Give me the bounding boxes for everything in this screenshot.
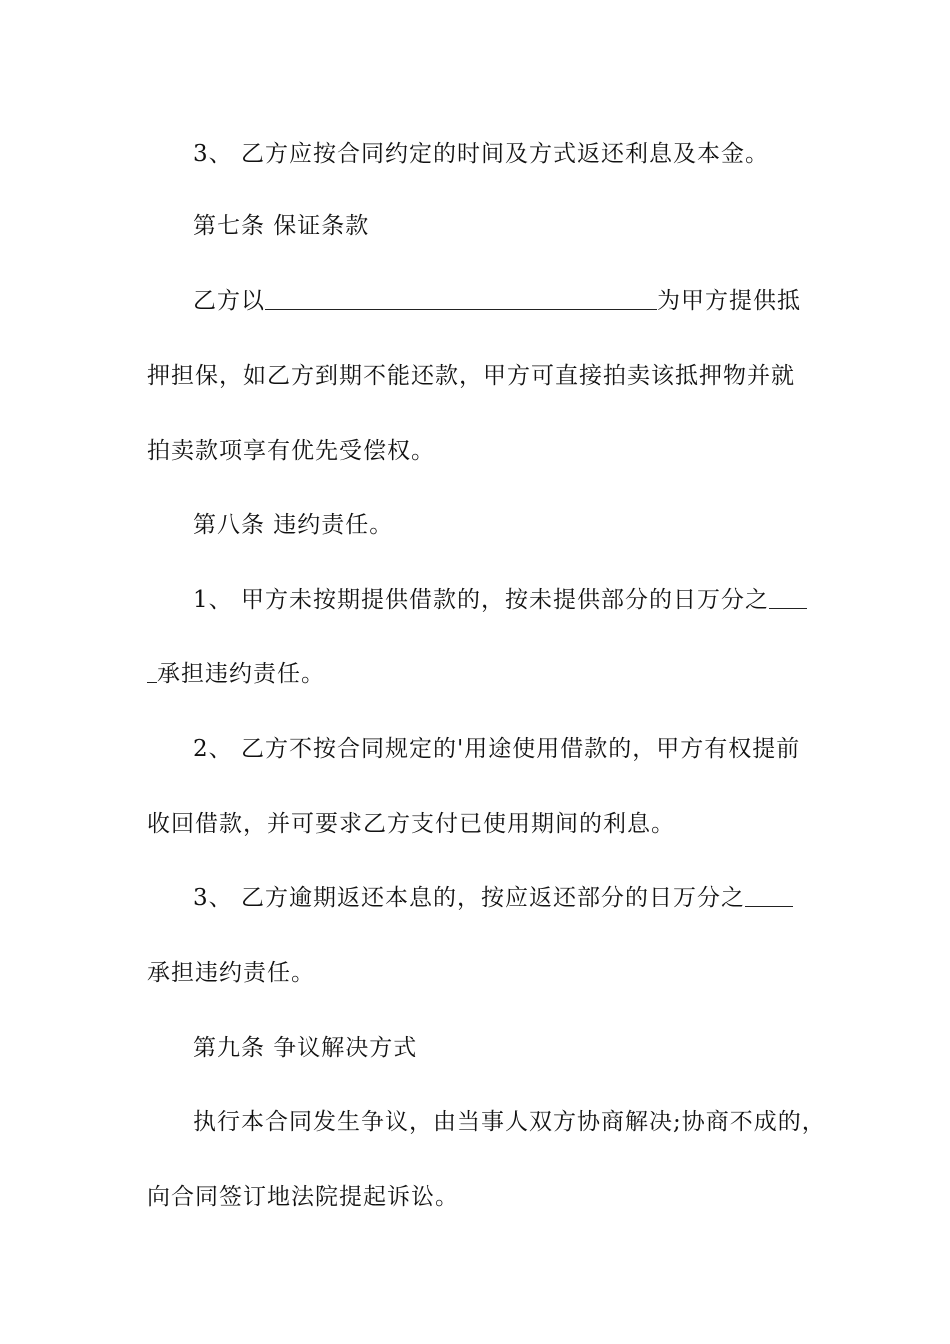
paragraph-text: 3、 乙方逾期返还本息的，按应返还部分的日万分之 bbox=[193, 885, 745, 911]
paragraph-text: 向合同签订地法院提起诉讼。 bbox=[147, 1184, 459, 1210]
article-9-line-2 bbox=[147, 1177, 817, 1217]
article-8-item-2-line-1 bbox=[193, 729, 817, 769]
collateral-blank bbox=[265, 285, 657, 310]
article-8-item-3-line-1 bbox=[193, 878, 817, 918]
paragraph-text: 押担保，如乙方到期不能还款，甲方可直接拍卖该抵押物并就 bbox=[147, 363, 795, 389]
paragraph-text: 承担违约责任。 bbox=[157, 661, 325, 687]
paragraph-text: 拍卖款项享有优先受偿权。 bbox=[147, 438, 435, 464]
article-7-line-2 bbox=[147, 356, 817, 396]
paragraph-text: 1、 甲方未按期提供借款的，按未提供部分的日万分之 bbox=[193, 587, 769, 613]
overdue-rate-blank bbox=[745, 882, 793, 907]
article-7-line-1 bbox=[193, 281, 817, 321]
article-8-item-1-line-2 bbox=[147, 654, 817, 694]
clause-6-item-3 bbox=[193, 134, 817, 174]
article-8-item-3-line-2 bbox=[147, 953, 817, 993]
heading-text: 第九条 争议解决方式 bbox=[193, 1035, 418, 1061]
paragraph-text: 收回借款，并可要求乙方支付已使用期间的利息。 bbox=[147, 811, 675, 837]
article-8-heading bbox=[193, 505, 817, 545]
article-7-heading bbox=[193, 206, 817, 246]
rate-blank bbox=[769, 584, 807, 609]
article-7-line-3 bbox=[147, 431, 817, 471]
article-9-heading bbox=[193, 1028, 817, 1068]
paragraph-text: 承担违约责任。 bbox=[147, 960, 315, 986]
rate-blank-continued bbox=[147, 658, 157, 683]
heading-text: 第八条 违约责任。 bbox=[193, 512, 394, 538]
article-9-line-1 bbox=[193, 1102, 826, 1142]
heading-text: 第七条 保证条款 bbox=[193, 213, 370, 239]
article-8-item-1-line-1 bbox=[193, 580, 817, 620]
paragraph-text: 执行本合同发生争议，由当事人双方协商解决;协商不成的， bbox=[193, 1109, 826, 1135]
paragraph-text: 为甲方提供抵 bbox=[657, 288, 801, 314]
article-8-item-2-line-2 bbox=[147, 804, 817, 844]
paragraph-text: 2、 乙方不按合同规定的'用途使用借款的，甲方有权提前 bbox=[193, 736, 801, 762]
paragraph-text: 3、 乙方应按合同约定的时间及方式返还利息及本金。 bbox=[193, 141, 769, 167]
paragraph-text: 乙方以 bbox=[193, 288, 265, 314]
